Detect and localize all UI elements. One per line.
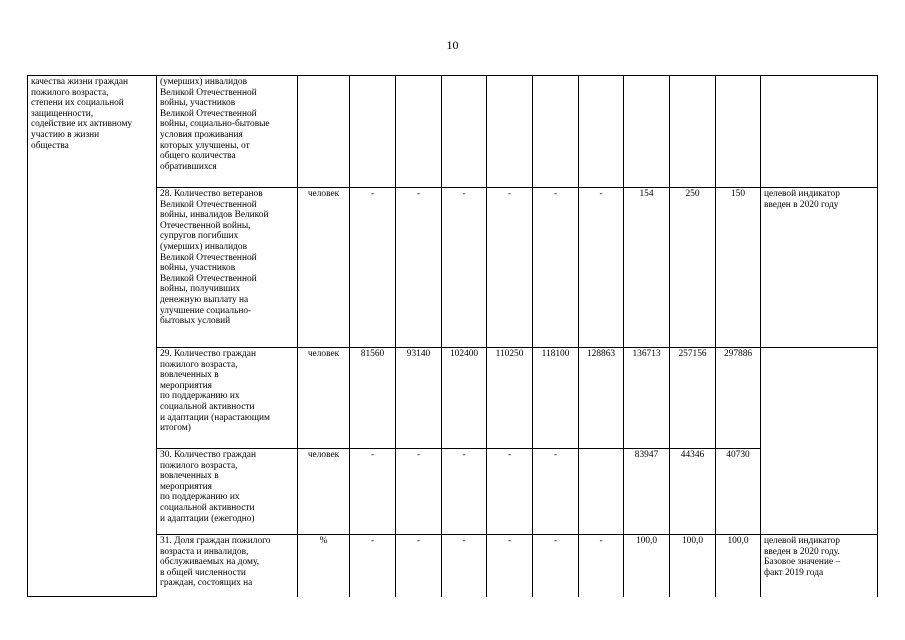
value-cell: -	[487, 188, 533, 348]
unit-cell: человек	[298, 449, 350, 535]
value-cell	[624, 76, 670, 188]
indicator-cell: 29. Количество граждан пожилого возраста, вовлеченных в мероприятия по поддержанию их социальной активности и адаптации (нарастающим итогом)	[157, 348, 298, 449]
indicator-cell: (умерших) инвалидов Великой Отечественной войны, участников Великой Отечественной войны, социально-бытовые условия проживания которых улучшены, от общего количества обратившихся	[157, 76, 298, 188]
page-number: 10	[446, 38, 459, 52]
note-cell	[761, 348, 878, 535]
goal-cell: качества жизни граждан пожилого возраста, степени их социальной защищенности, содействие их активному участию в жизни общества	[28, 76, 157, 597]
value-cell: -	[533, 449, 579, 535]
table-row	[28, 76, 878, 188]
value-cell: -	[350, 535, 396, 597]
value-cell: -	[533, 535, 579, 597]
value-cell: 150	[716, 188, 761, 348]
value-cell: 100,0	[670, 535, 716, 597]
note-cell: целевой индикатор введен в 2020 году. Базовое значение – факт 2019 года	[761, 535, 878, 597]
value-cell: 100,0	[716, 535, 761, 597]
value-cell: -	[396, 188, 442, 348]
value-cell: 110250	[487, 348, 533, 449]
value-cell	[533, 76, 579, 188]
value-cell	[579, 449, 624, 535]
value-cell: 154	[624, 188, 670, 348]
unit-cell: человек	[298, 188, 350, 348]
value-cell	[350, 76, 396, 188]
value-cell	[670, 76, 716, 188]
value-cell	[716, 76, 761, 188]
value-cell: 83947	[624, 449, 670, 535]
indicator-cell: 30. Количество граждан пожилого возраста, вовлеченных в мероприятия по поддержанию их социальной активности и адаптации (ежегодно)	[157, 449, 298, 535]
value-cell: 44346	[670, 449, 716, 535]
indicators-table	[27, 75, 878, 597]
indicator-cell: 28. Количество ветеранов Великой Отечественной войны, инвалидов Великой Отечественной войны, супругов погибших (умерших) инвалидов Великой Отечественной войны, участников Великой Отечественной войны, получивших денежную выплату на улучшение социально- бытовых условий	[157, 188, 298, 348]
value-cell	[442, 76, 487, 188]
value-cell: 100,0	[624, 535, 670, 597]
value-cell: -	[487, 449, 533, 535]
value-cell: 81560	[350, 348, 396, 449]
value-cell: 297886	[716, 348, 761, 449]
value-cell: 136713	[624, 348, 670, 449]
value-cell: -	[579, 535, 624, 597]
value-cell: -	[579, 188, 624, 348]
value-cell: -	[442, 188, 487, 348]
unit-cell	[298, 76, 350, 188]
value-cell: 257156	[670, 348, 716, 449]
unit-cell: человек	[298, 348, 350, 449]
value-cell: 40730	[716, 449, 761, 535]
value-cell: -	[442, 449, 487, 535]
value-cell	[396, 76, 442, 188]
value-cell: 250	[670, 188, 716, 348]
note-cell	[761, 76, 878, 188]
value-cell: -	[350, 449, 396, 535]
indicator-cell: 31. Доля граждан пожилого возраста и инвалидов, обслуживаемых на дому, в общей численности граждан, состоящих на	[157, 535, 298, 597]
note-cell: целевой индикатор введен в 2020 году	[761, 188, 878, 348]
value-cell: 118100	[533, 348, 579, 449]
value-cell: 128863	[579, 348, 624, 449]
value-cell: 93140	[396, 348, 442, 449]
value-cell: -	[350, 188, 396, 348]
value-cell: -	[487, 535, 533, 597]
value-cell: -	[396, 535, 442, 597]
value-cell: -	[442, 535, 487, 597]
value-cell	[487, 76, 533, 188]
value-cell: -	[533, 188, 579, 348]
value-cell	[579, 76, 624, 188]
unit-cell: %	[298, 535, 350, 597]
value-cell: -	[396, 449, 442, 535]
value-cell: 102400	[442, 348, 487, 449]
